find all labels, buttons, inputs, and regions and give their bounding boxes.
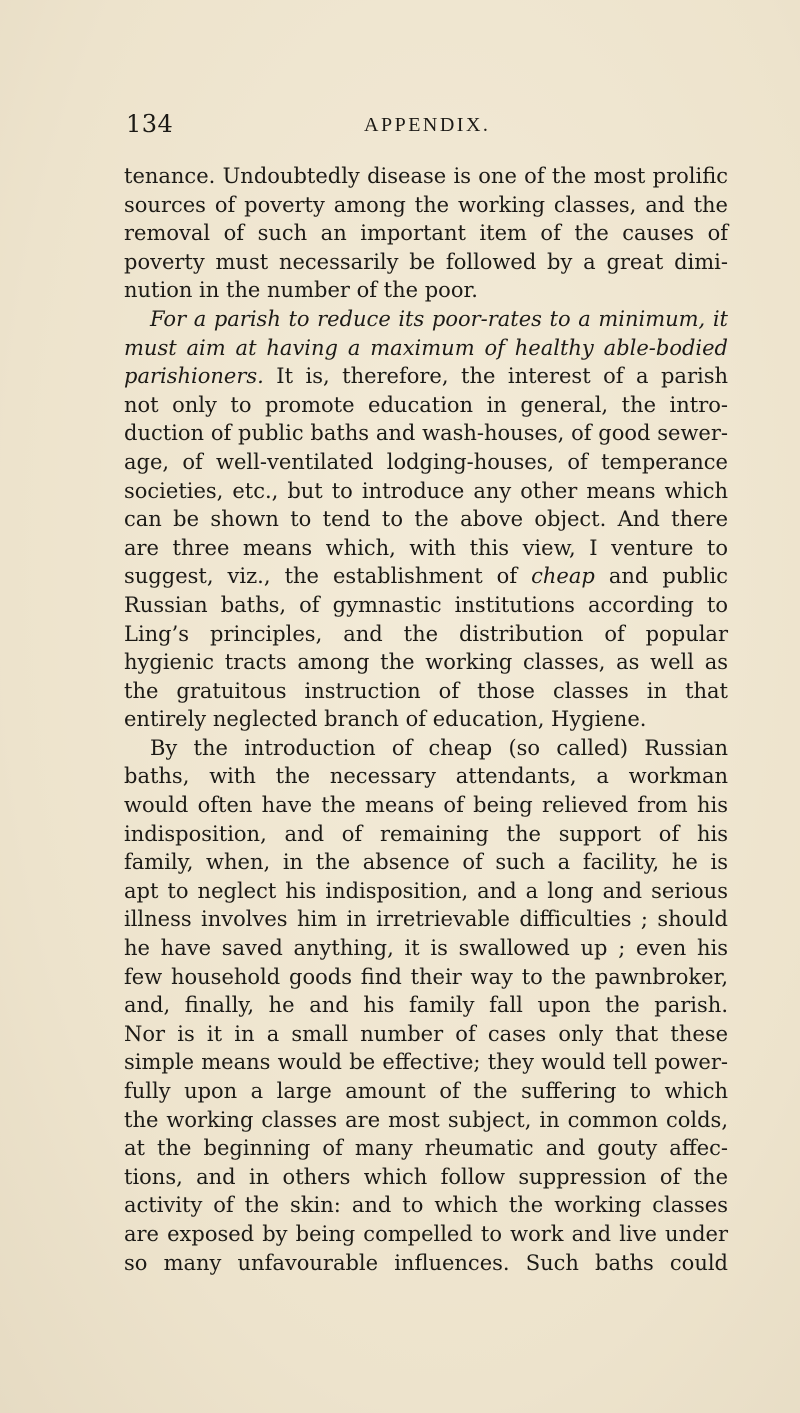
text-line: hygienic tracts among the working classes, as well as bbox=[124, 650, 728, 675]
text-line: parishioners. It is, therefore, the interest of a parish bbox=[124, 364, 728, 389]
running-head: APPENDIX. bbox=[364, 114, 491, 136]
text-line: tions, and in others which follow suppression of the bbox=[124, 1164, 728, 1189]
page-number: 134 bbox=[126, 110, 174, 138]
text-line: at the beginning of many rheumatic and gouty affec- bbox=[124, 1136, 728, 1161]
page-header bbox=[0, 110, 800, 142]
text-line: must aim at having a maximum of healthy able-bodied bbox=[124, 335, 728, 360]
text-line: can be shown to tend to the above object. And there bbox=[124, 507, 728, 532]
text-line: societies, etc., but to introduce any other means which bbox=[124, 478, 728, 503]
text-line: duction of public baths and wash-houses, of good sewer- bbox=[124, 421, 728, 446]
text-line: illness involves him in irretrievable difficulties ; should bbox=[124, 907, 728, 932]
text-line: For a parish to reduce its poor-rates to a minimum, it bbox=[150, 306, 728, 331]
text-line: not only to promote education in general, the intro- bbox=[124, 392, 728, 417]
text-line: age, of well-ventilated lodging-houses, of temperance bbox=[124, 449, 728, 474]
text-line: activity of the skin: and to which the working classes bbox=[124, 1193, 728, 1218]
text-line: suggest, viz., the establishment of cheap and public bbox=[124, 564, 728, 589]
text-line: and, finally, he and his family fall upon the parish. bbox=[124, 993, 728, 1018]
text-line: sources of poverty among the working classes, and the bbox=[124, 192, 728, 217]
text-line: Russian baths, of gymnastic institutions according to bbox=[124, 592, 728, 617]
text-line: removal of such an important item of the causes of bbox=[124, 221, 728, 246]
text-line: the gratuitous instruction of those classes in that bbox=[124, 678, 728, 703]
text-line: simple means would be effective; they would tell power- bbox=[124, 1050, 728, 1075]
text-line: By the introduction of cheap (so called) Russian bbox=[150, 735, 728, 760]
text-line: indisposition, and of remaining the support of his bbox=[124, 821, 728, 846]
text-line: he have saved anything, it is swallowed up ; even his bbox=[124, 936, 728, 961]
text-line: family, when, in the absence of such a facility, he is bbox=[124, 850, 728, 875]
text-line: Ling’s principles, and the distribution of popular bbox=[124, 621, 728, 646]
text-line: would often have the means of being relieved from his bbox=[124, 793, 728, 818]
text-line: so many unfavourable influences. Such baths could bbox=[124, 1250, 728, 1275]
body-text bbox=[124, 162, 728, 1277]
text-line: Nor is it in a small number of cases only that these bbox=[124, 1021, 728, 1046]
text-line: entirely neglected branch of education, Hygiene. bbox=[124, 707, 647, 732]
text-line: are three means which, with this view, I venture to bbox=[124, 535, 728, 560]
text-line: poverty must necessarily be followed by a great dimi- bbox=[124, 249, 728, 274]
text-line: few household goods find their way to the pawnbroker, bbox=[124, 964, 728, 989]
text-line: nution in the number of the poor. bbox=[124, 278, 478, 303]
text-line: apt to neglect his indisposition, and a long and serious bbox=[124, 878, 728, 903]
text-line: fully upon a large amount of the suffering to which bbox=[124, 1079, 728, 1103]
text-line: baths, with the necessary attendants, a workman bbox=[124, 764, 728, 789]
text-line: tenance. Undoubtedly disease is one of the most prolific bbox=[124, 164, 728, 188]
text-line: the working classes are most subject, in common colds, bbox=[124, 1107, 728, 1132]
text-line: are exposed by being compelled to work and live under bbox=[124, 1221, 728, 1246]
